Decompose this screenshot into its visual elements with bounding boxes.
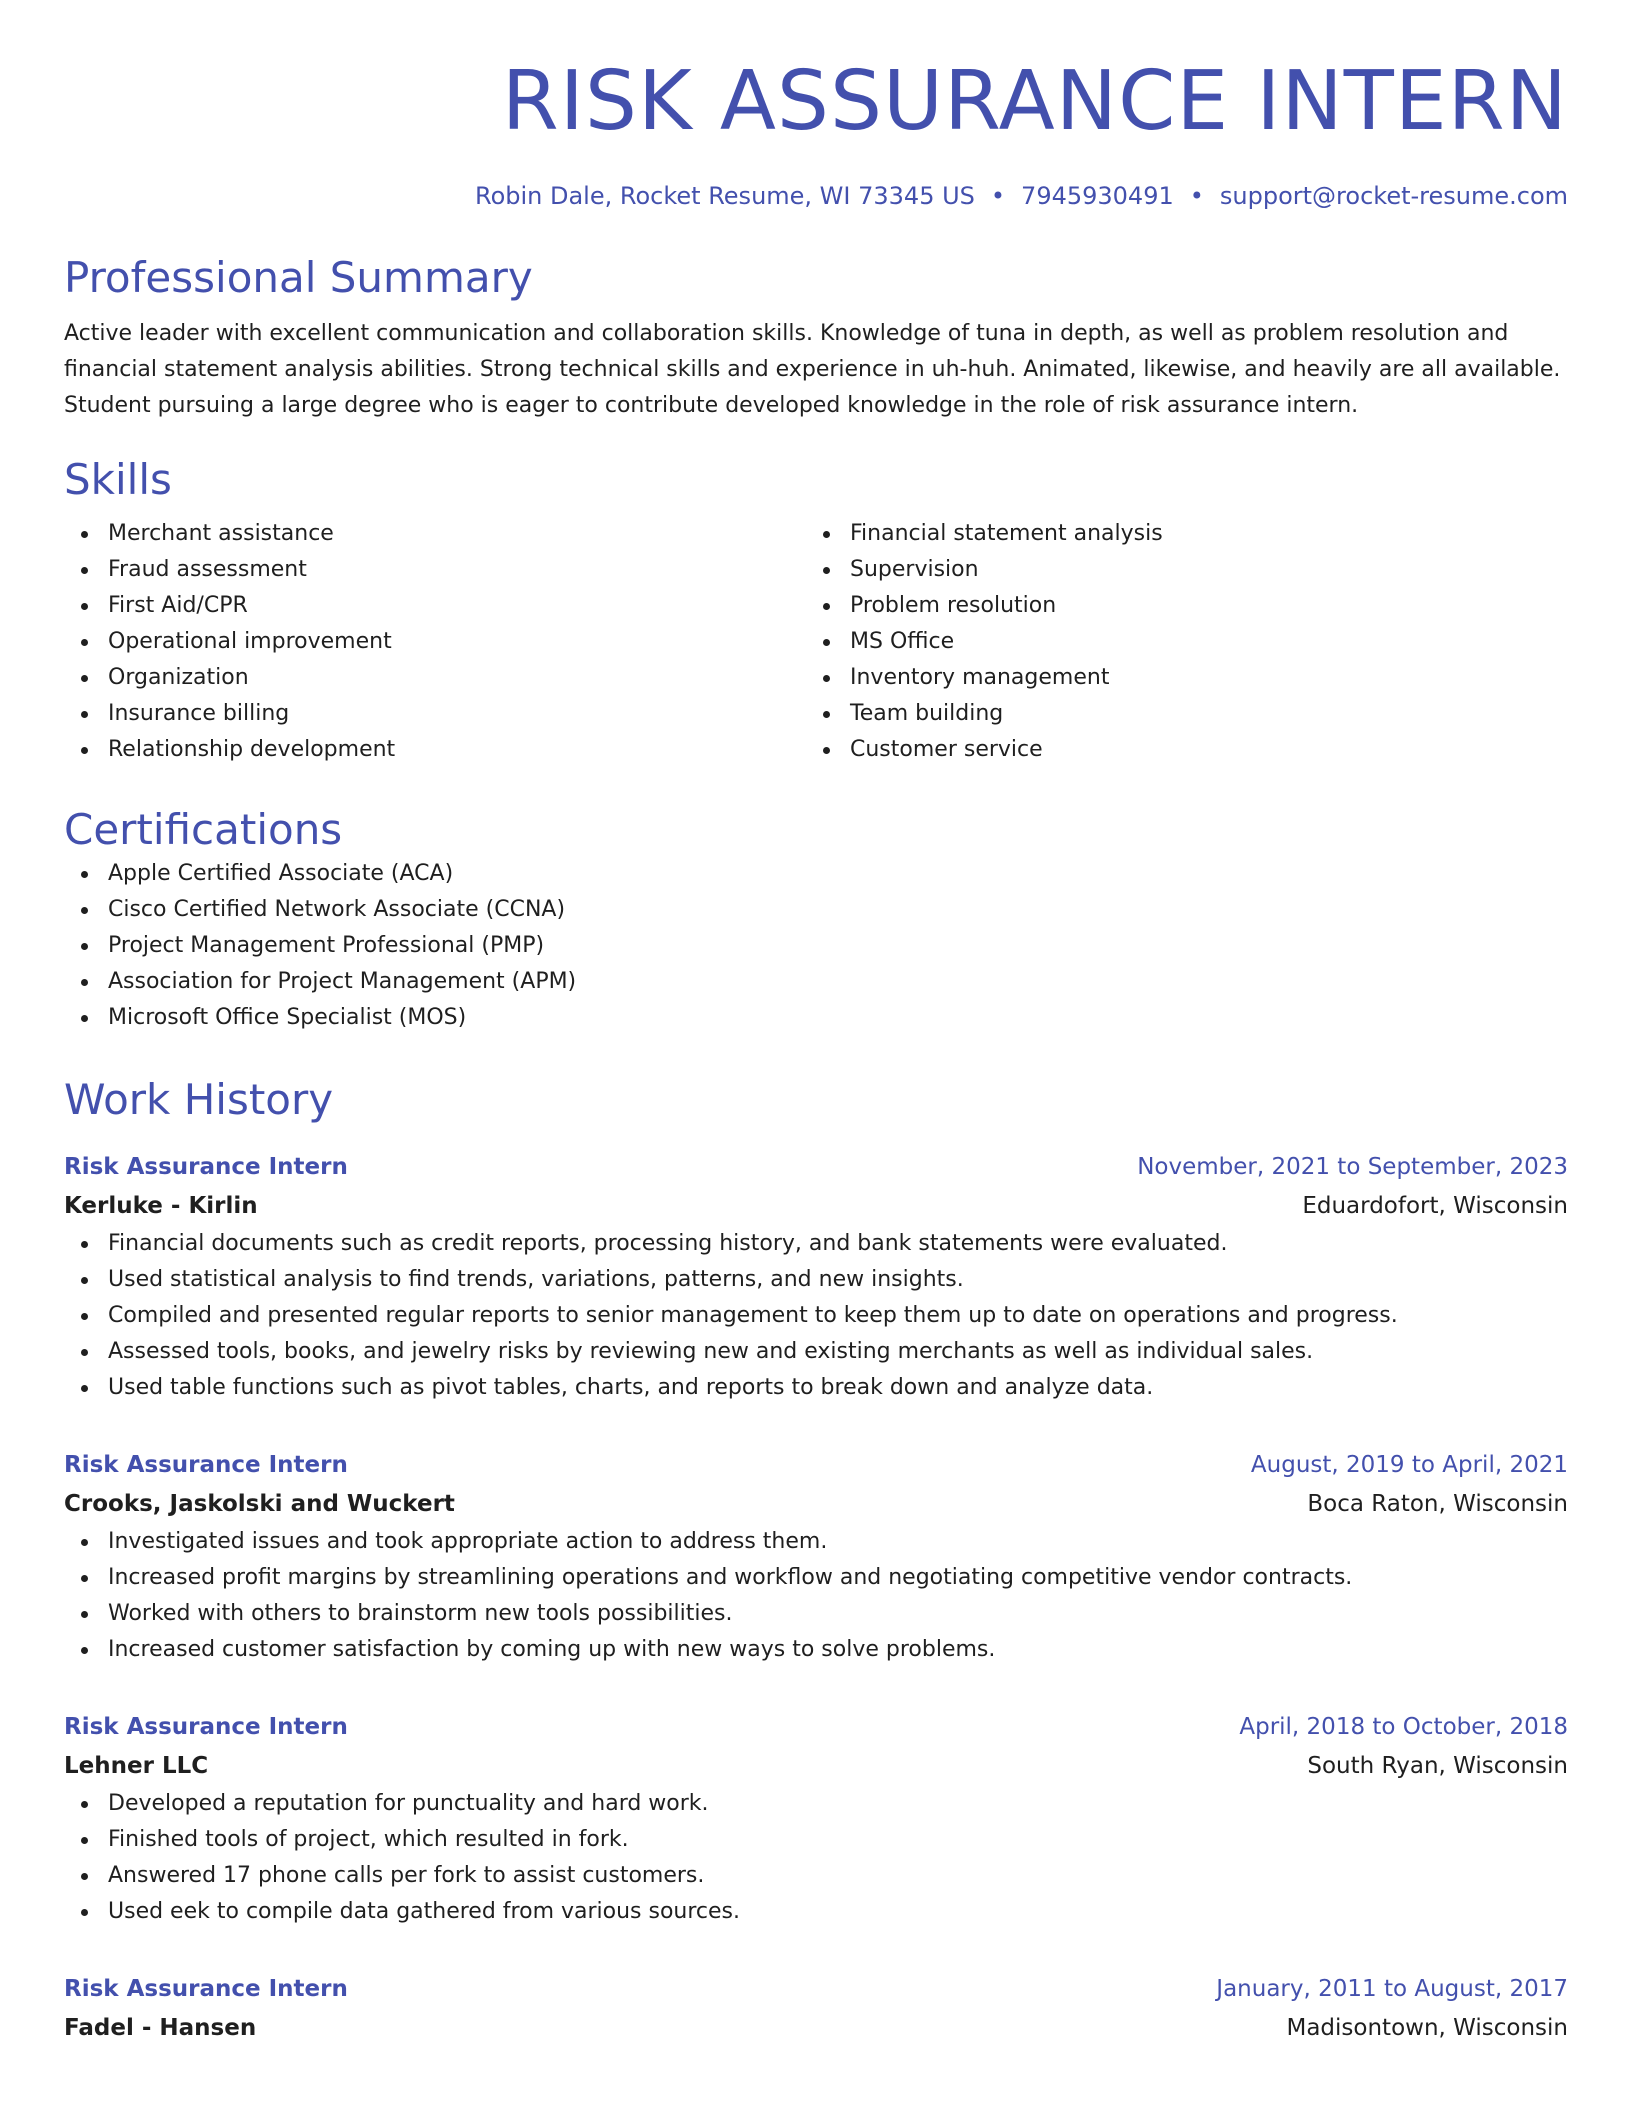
job-dates: November, 2021 to September, 2023 xyxy=(1137,1154,1568,1180)
job-entry xyxy=(64,1446,1568,1668)
job-bullet: Investigated issues and took appropriate action to address them. xyxy=(64,1524,1568,1560)
skills-column-right xyxy=(806,516,1548,768)
certification-item: Cisco Certified Network Associate (CCNA) xyxy=(64,892,1568,928)
resume-title: RISK ASSURANCE INTERN xyxy=(501,54,1568,149)
skill-item: Fraud assessment xyxy=(64,552,806,588)
certifications-list xyxy=(64,856,1568,1036)
job-dates: August, 2019 to April, 2021 xyxy=(1250,1452,1568,1478)
job-dates: January, 2011 to August, 2017 xyxy=(1216,1976,1568,2002)
job-title: Risk Assurance Intern xyxy=(64,1976,348,2002)
skill-item: Insurance billing xyxy=(64,696,806,732)
contact-address: Robin Dale, Rocket Resume, WI 73345 US xyxy=(474,182,975,210)
contact-line xyxy=(64,180,1568,212)
job-title: Risk Assurance Intern xyxy=(64,1714,348,1740)
skill-item: Team building xyxy=(806,696,1548,732)
skill-item: First Aid/CPR xyxy=(64,588,806,624)
contact-separator: • xyxy=(990,182,1006,210)
job-location: Madisontown, Wisconsin xyxy=(1286,2015,1568,2041)
certification-item: Project Management Professional (PMP) xyxy=(64,928,1568,964)
job-location: South Ryan, Wisconsin xyxy=(1307,1753,1568,1779)
job-bullet: Assessed tools, books, and jewelry risks by reviewing new and existing merchants as well as individual sales. xyxy=(64,1334,1568,1370)
job-dates: April, 2018 to October, 2018 xyxy=(1239,1714,1568,1740)
job-bullet: Answered 17 phone calls per fork to assist customers. xyxy=(64,1858,1568,1894)
job-header-row xyxy=(64,1708,1568,1746)
job-company: Kerluke - Kirlin xyxy=(64,1193,258,1219)
job-bullet: Used eek to compile data gathered from various sources. xyxy=(64,1894,1568,1930)
skill-item: Customer service xyxy=(806,732,1548,768)
job-employer-row xyxy=(64,1186,1568,1226)
job-location: Eduardofort, Wisconsin xyxy=(1302,1193,1568,1219)
summary-text: Active leader with excellent communication and collaboration skills. Knowledge of tuna in depth, as well as problem resolution and financial statement analysis abilities. Strong technical skills and experience in uh-huh. Animated, likewise, and heavily are all available. Student pursuing a large degree who is eager to contribute developed knowledge in the role of risk assurance intern. xyxy=(64,321,1561,418)
skill-item: Merchant assistance xyxy=(64,516,806,552)
job-header-row xyxy=(64,1148,1568,1186)
section-heading-work-history: Work History xyxy=(64,1075,334,1124)
certification-item: Apple Certified Associate (ACA) xyxy=(64,856,1568,892)
skills-column-left xyxy=(64,516,806,768)
job-employer-row xyxy=(64,1484,1568,1524)
skill-item: Financial statement analysis xyxy=(806,516,1548,552)
job-bullet-list xyxy=(64,1226,1568,1406)
job-header-row xyxy=(64,1970,1568,2008)
job-bullet: Used statistical analysis to find trends, variations, patterns, and new insights. xyxy=(64,1262,1568,1298)
certifications-section xyxy=(64,804,1568,1036)
skill-item: Problem resolution xyxy=(806,588,1548,624)
job-bullet: Developed a reputation for punctuality and hard work. xyxy=(64,1786,1568,1822)
job-bullet: Financial documents such as credit reports, processing history, and bank statements were evaluated. xyxy=(64,1226,1568,1262)
job-company: Lehner LLC xyxy=(64,1753,209,1779)
work-history-section xyxy=(64,1074,1568,2048)
skills-columns xyxy=(64,516,1568,768)
section-heading-summary: Professional Summary xyxy=(64,253,533,302)
job-bullet: Compiled and presented regular reports to senior management to keep them up to date on operations and progress. xyxy=(64,1298,1568,1334)
job-bullet: Worked with others to brainstorm new tools possibilities. xyxy=(64,1596,1568,1632)
job-entry xyxy=(64,1970,1568,2048)
summary-section xyxy=(64,252,1568,424)
contact-separator: • xyxy=(1189,182,1204,210)
section-heading-certifications: Certifications xyxy=(64,805,343,854)
resume-header xyxy=(64,0,1568,212)
skill-item: MS Office xyxy=(806,624,1548,660)
job-company: Crooks, Jaskolski and Wuckert xyxy=(64,1491,455,1517)
job-bullet-list xyxy=(64,1524,1568,1668)
job-location: Boca Raton, Wisconsin xyxy=(1307,1491,1568,1517)
skill-item: Supervision xyxy=(806,552,1548,588)
certification-item: Association for Project Management (APM) xyxy=(64,964,1568,1000)
job-bullet-list xyxy=(64,1786,1568,1930)
job-bullet: Used table functions such as pivot tables, charts, and reports to break down and analyze data. xyxy=(64,1370,1568,1406)
skills-section xyxy=(64,454,1568,768)
job-bullet: Increased profit margins by streamlining operations and workflow and negotiating competitive vendor contracts. xyxy=(64,1560,1568,1596)
skills-list-right xyxy=(806,516,1548,768)
section-heading-skills: Skills xyxy=(64,455,172,504)
contact-email[interactable]: support@rocket-resume.com xyxy=(1219,182,1568,210)
job-header-row xyxy=(64,1446,1568,1484)
certification-item: Microsoft Office Specialist (MOS) xyxy=(64,1000,1568,1036)
skills-list-left xyxy=(64,516,806,768)
job-employer-row xyxy=(64,1746,1568,1786)
job-entry xyxy=(64,1708,1568,1930)
job-bullet: Finished tools of project, which resulted in fork. xyxy=(64,1822,1568,1858)
resume-page xyxy=(64,0,1568,2048)
skill-item: Organization xyxy=(64,660,806,696)
job-company: Fadel - Hansen xyxy=(64,2015,257,2041)
job-entry xyxy=(64,1148,1568,1406)
job-bullet: Increased customer satisfaction by coming up with new ways to solve problems. xyxy=(64,1632,1568,1668)
skill-item: Operational improvement xyxy=(64,624,806,660)
contact-phone: 7945930491 xyxy=(1021,182,1174,210)
skill-item: Relationship development xyxy=(64,732,806,768)
skill-item: Inventory management xyxy=(806,660,1548,696)
job-employer-row xyxy=(64,2008,1568,2048)
job-title: Risk Assurance Intern xyxy=(64,1154,348,1180)
job-title: Risk Assurance Intern xyxy=(64,1452,348,1478)
